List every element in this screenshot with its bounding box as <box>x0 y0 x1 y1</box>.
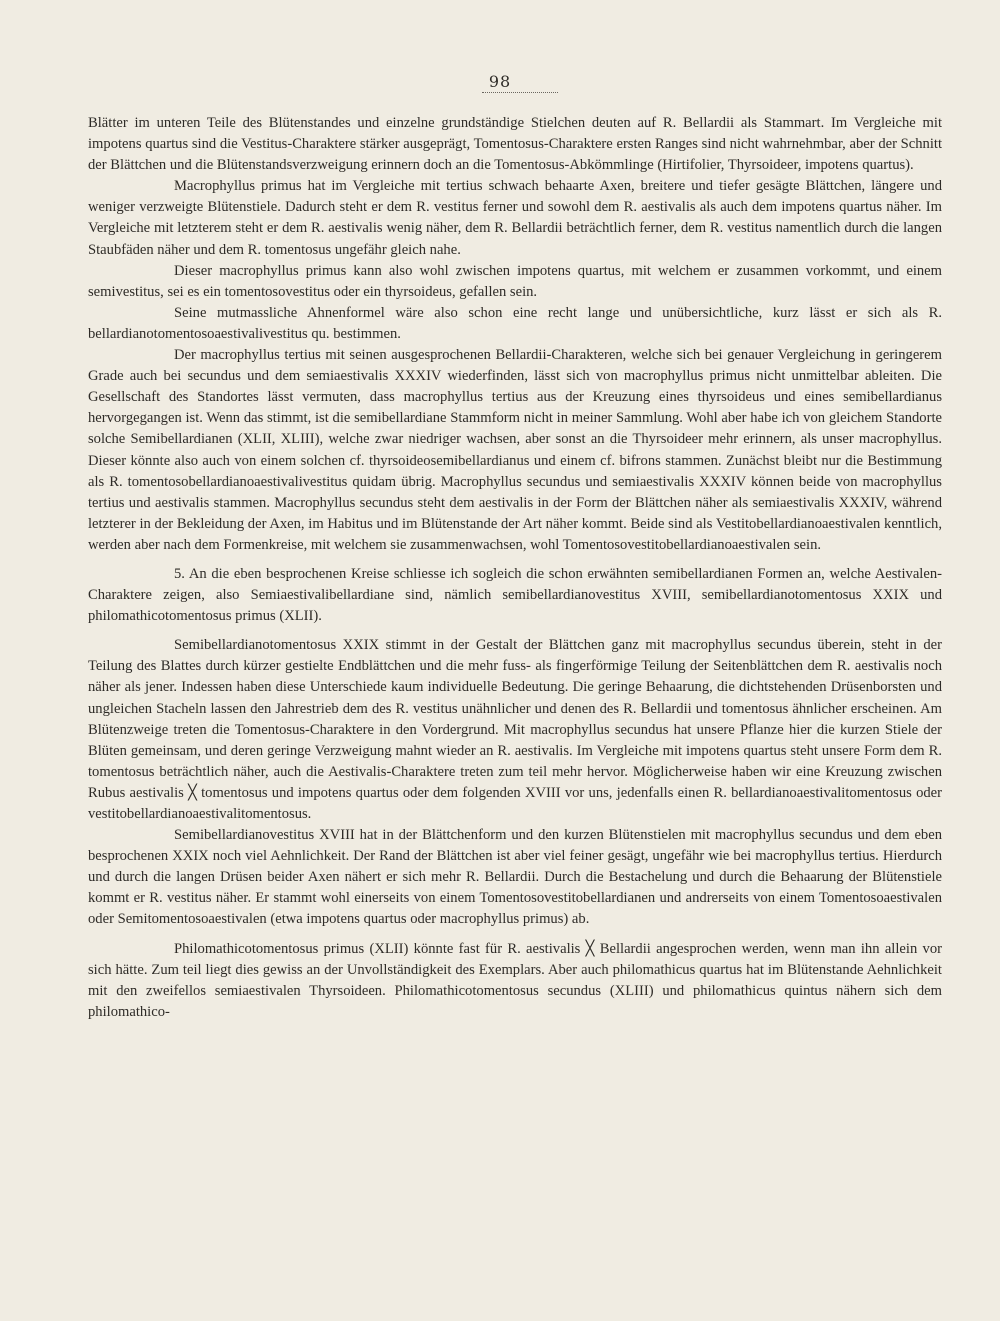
paragraph-8: Semibellardianovestitus XVIII hat in der Blättchenform und den kurzen Blütenstielen mit macrophyllus secundus und dem eben besprochenen XXIX noch viel Aehnlichkeit. Der Rand der Blättchen ist aber viel feiner gesägt, ungefähr wie bei macrophyllus tertius. Hierdurch und durch die langen Drüsen beider Axen nähert er sich mehr R. Bellardii. Durch die Bestachelung und durch die Behaarung der Blütenstiele kommt er R. vestitus näher. Er stammt wohl einerseits von einem Tomentosovestitobellardianen und andrerseits von einem Tomentosoaestivalen oder Semitomentosoaestivalen (etwa impotens quartus oder macrophyllus primus) ab. <box>88 827 942 928</box>
page-number-rule <box>482 92 558 93</box>
body-text <box>88 113 942 1023</box>
paragraph-1: Blätter im unteren Teile des Blütenstandes und einzelne grundständige Stielchen deuten auf R. Bellardii als Stammart. Im Vergleiche mit impotens quartus sind die Vestitus-Charaktere stärker ausgeprägt, Tomentosus-Charaktere ersten Ranges sind nicht wahrnehmbar, aber der Schnitt der Blättchen und die Blütenstandsverzweigung erinnern doch an die Tomentosus-Abkömmlinge (Hirtifolier, Thyrsoideer, impotens quartus). <box>88 115 942 174</box>
paragraph-4: Seine mutmassliche Ahnenformel wäre also schon eine recht lange und unübersichtliche, kurz lässt er sich als R. bellardianotomentosoaestivalivestitus qu. bestimmen. <box>88 304 942 342</box>
paragraph-3: Dieser macrophyllus primus kann also wohl zwischen impotens quartus, mit welchem er zusammen vorkommt, und einem semivestitus, sei es ein tomentosovestitus oder ein thyrsoideus, gefallen sein. <box>88 262 942 300</box>
paragraph-7: Semibellardianotomentosus XXIX stimmt in der Gestalt der Blättchen ganz mit macrophyllus secundus überein, steht in der Teilung des Blattes durch kürzer gestielte Endblättchen und die mehr fuss- als fingerförmige Teilung der Seitenblättchen dem R. aestivalis noch näher als jener. Indessen haben diese Unterschiede kaum individuelle Bedeutung. Die geringe Behaarung, die dichtstehenden Drüsenborsten und ungleichen Stacheln lassen den Jahrestrieb dem des R. vestitus unähnlicher und denen des R. Bellardii und tomentosus ähnlicher erscheinen. Am Blütenzweige treten die Tomentosus-Charaktere in den Vordergrund. Mit macrophyllus secundus hat unsere Pflanze hier die kurzen Stiele der Blüten gemeinsam, und deren geringe Verzweigung mahnt wieder an R. aestivalis. Im Vergleiche mit impotens quartus steht unsere Form dem R. tomentosus beträchtlich näher, auch die Aestivalis-Charaktere treten zum teil mehr hervor. Möglicherweise haben wir eine Kreuzung zwischen Rubus aestivalis ╳ tomentosus und impotens quartus oder dem folgenden XVIII vor uns, jedenfalls einen R. bellardianoaestivalitomentosus oder vestitobellardianoaestivalitomentosus. <box>88 637 942 822</box>
paragraph-6: 5. An die eben besprochenen Kreise schliesse ich sogleich die schon erwähnten semibellardianen Formen an, welche Aestivalen-Charaktere zeigen, also Semiaestivalibellardiane sind, nämlich semibellardianovestitus XVIII, semibellardianotomentosus XXIX und philomathicotomentosus primus (XLII). <box>88 565 942 625</box>
paragraph-9: Philomathicotomentosus primus (XLII) könnte fast für R. aestivalis ╳ Bellardii angesprochen werden, wenn man ihn allein vor sich hätte. Zum teil liegt dies gewiss an der Unvollständigkeit des Exemplars. Aber auch philomathicus quartus hat im Blütenstande Aehnlichkeit mit den zweifellos semiaestivalen Thyrsoideen. Philomathicotomentosus secundus (XLIII) und philomathicus quintus nähern sich dem philomathico- <box>88 940 942 1020</box>
paragraph-5: Der macrophyllus tertius mit seinen ausgesprochenen Bellardii-Charakteren, welche sich bei genauer Vergleichung in geringerem Grade auch bei secundus und dem semiaestivalis XXXIV wiederfinden, lässt sich von macrophyllus primus nicht unmittelbar ableiten. Die Gesellschaft des Standortes lässt vermuten, dass macrophyllus tertius aus der Kreuzung eines thyrsoideus und eines semibellardianus hervorgegangen ist. Wenn das stimmt, ist die semibellardiane Stammform nicht in meiner Sammlung. Wohl aber habe ich von gleichem Standorte solche Semibellardianen (XLII, XLIII), welche zwar niedriger wachsen, aber sonst an die Thyrsoideer mehr erinnern, als unser macrophyllus. Dieser könnte also auch von einem solchen cf. thyrsoideosemibellardianus und einem cf. bifrons stammen. Zunächst bleibt nur die Bestimmung als R. tomentosobellardianoaestivalivestitus quidam übrig. Macrophyllus secundus und semiaestivalis XXXIV können beide von macrophyllus tertius und aestivalis stammen. Macrophyllus secundus steht dem aestivalis in der Form der Blättchen näher als semiaestivalis XXXIV, während letzterer in der Bekleidung der Axen, im Habitus und im Blütenstande der Art näher kommt. Beide sind als Vestitobellardianoaestivalen kenntlich, werden aber nach dem Formenkreise, mit welchem sie zusammenwachsen, wohl Tomentosovestitobellardianoaestivalen sein. <box>88 347 942 553</box>
page-number: 98 <box>488 72 512 91</box>
paragraph-2: Macrophyllus primus hat im Vergleiche mit tertius schwach behaarte Axen, breitere und tiefer gesägte Blättchen, längere und weniger verzweigte Blütenstiele. Dadurch steht er dem R. vestitus ferner und sowohl dem R. aestivalis als auch dem impotens quartus näher. Im Vergleiche mit letzterem steht er dem R. aestivalis wenig näher, dem R. Bellardii beträchtlich ferner, dem R. vestitus namentlich durch die langen Staubfäden näher und dem R. tomentosus ungefähr gleich nahe. <box>88 178 942 258</box>
